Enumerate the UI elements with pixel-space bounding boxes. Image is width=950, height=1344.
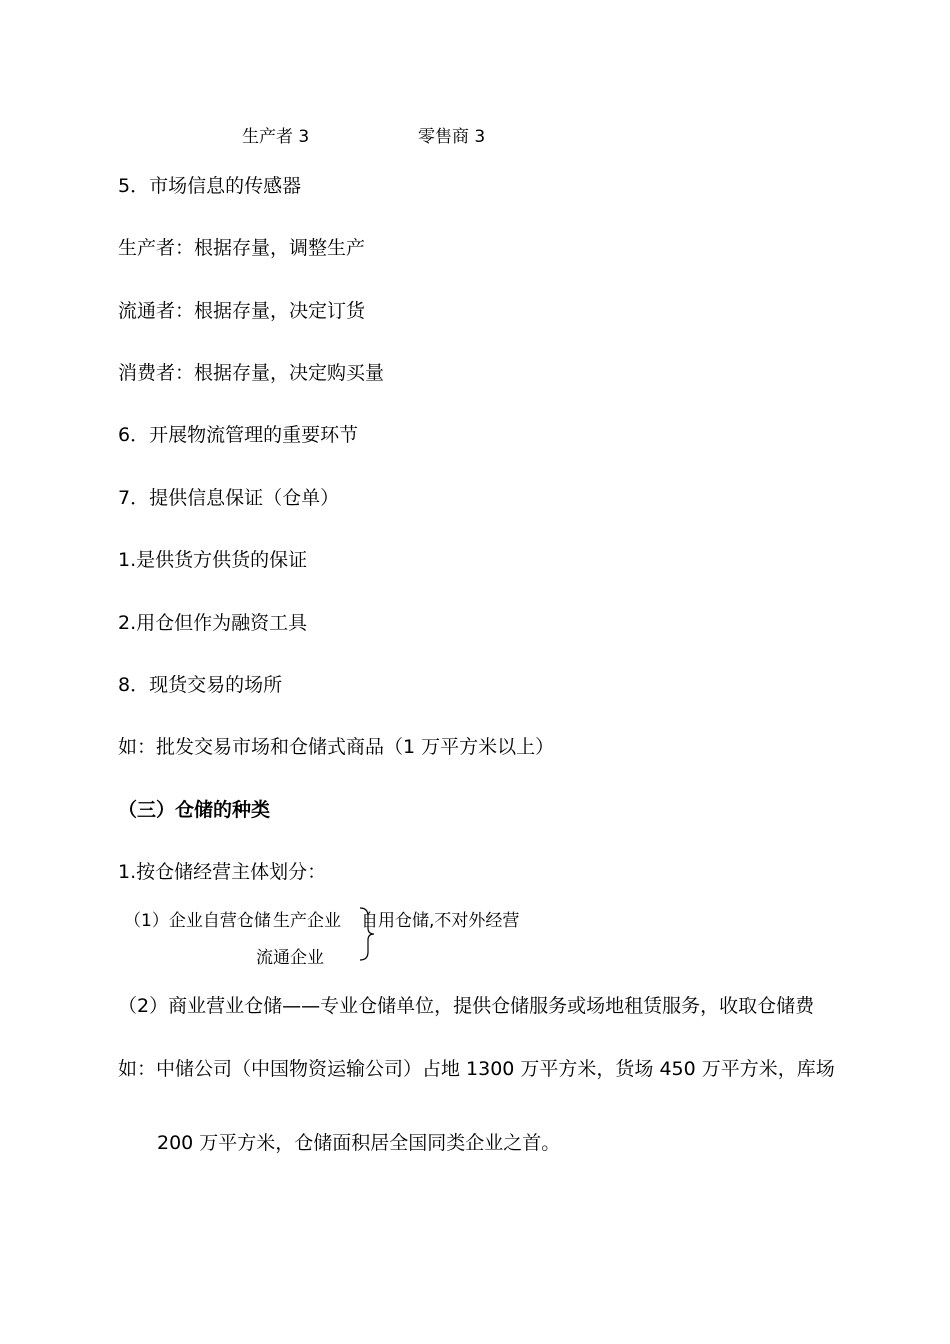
section-heading-storage-types: （三）仓储的种类 xyxy=(118,799,271,821)
header-retailer-3: 零售商 3 xyxy=(418,127,486,147)
commercial-storage: （2）商业营业仓储——专业仓储单位，提供仓储服务或场地租赁服务，收取仓储费 xyxy=(118,995,815,1017)
right-brace-icon xyxy=(358,906,378,962)
item-7-info-guarantee: 7．提供信息保证（仓单） xyxy=(118,487,340,509)
classification-by-operator: 1.按仓储经营主体划分： xyxy=(118,861,327,883)
item-5-market-sensor: 5．市场信息的传感器 xyxy=(118,175,302,197)
sub-item-2: 2.用仓但作为融资工具 xyxy=(118,612,308,634)
line-distributor: 流通者：根据存量，决定订货 xyxy=(118,300,366,322)
line-producer: 生产者：根据存量，调整生产 xyxy=(118,237,366,259)
example-cmst-line1: 如：中储公司（中国物资运输公司）占地 1300 万平方米，货场 450 万平方米，库场 xyxy=(118,1058,835,1080)
header-producer-3: 生产者 3 xyxy=(242,127,310,147)
production-enterprise: 生产企业 xyxy=(273,911,341,931)
item-6-logistics: 6．开展物流管理的重要环节 xyxy=(118,424,359,446)
item-8-spot-trading: 8．现货交易的场所 xyxy=(118,674,283,696)
own-use-storage: 自用仓储,不对外经营 xyxy=(361,911,520,931)
example-cmst-line2: 200 万平方米，仓储面积居全国同类企业之首。 xyxy=(157,1132,561,1154)
circulation-enterprise: 流通企业 xyxy=(256,948,324,968)
sub-item-1: 1.是供货方供货的保证 xyxy=(118,549,308,571)
example-wholesale: 如：批发交易市场和仓储式商品（1 万平方米以上） xyxy=(118,736,555,758)
line-consumer: 消费者：根据存量，决定购买量 xyxy=(118,362,385,384)
self-operated-storage: （1）企业自营仓储 xyxy=(124,911,271,931)
